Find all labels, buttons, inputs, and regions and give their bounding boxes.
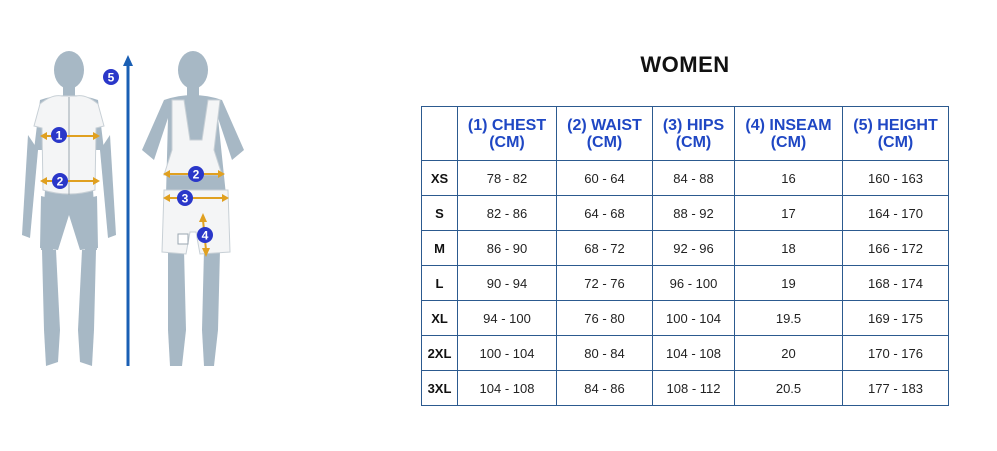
header-waist-label: (2) WAIST	[567, 116, 642, 134]
height-value: 160 - 163	[843, 161, 949, 196]
page-title: WOMEN	[640, 52, 730, 77]
size-label: 2XL	[422, 336, 458, 371]
back-figure	[142, 51, 244, 366]
inseam-value: 16	[735, 161, 843, 196]
header-inseam-label: (4) INSEAM	[745, 116, 832, 134]
table-row	[422, 231, 949, 266]
header-hips	[653, 107, 735, 161]
header-chest-label: (1) CHEST	[467, 116, 547, 134]
table-row	[422, 196, 949, 231]
inseam-value: 18	[735, 231, 843, 266]
size-label: S	[422, 196, 458, 231]
height-value: 169 - 175	[843, 301, 949, 336]
hips-value: 84 - 88	[653, 161, 735, 196]
hips-value: 96 - 100	[653, 266, 735, 301]
chest-value: 100 - 104	[458, 336, 557, 371]
header-hips-label: (3) HIPS	[662, 116, 725, 134]
table-row	[422, 336, 949, 371]
chest-value: 82 - 86	[458, 196, 557, 231]
waist-value: 76 - 80	[557, 301, 653, 336]
marker-3	[177, 190, 193, 206]
inseam-value: 17	[735, 196, 843, 231]
hips-value: 88 - 92	[653, 196, 735, 231]
svg-text:4: 4	[201, 228, 209, 243]
header-corner	[422, 107, 458, 161]
svg-text:5: 5	[107, 70, 115, 85]
svg-text:2: 2	[56, 174, 64, 189]
waist-value: 84 - 86	[557, 371, 653, 406]
height-value: 170 - 176	[843, 336, 949, 371]
body-figures-svg	[0, 0, 300, 446]
chest-value: 78 - 82	[458, 161, 557, 196]
table-header-row	[422, 107, 949, 161]
waist-value: 60 - 64	[557, 161, 653, 196]
header-waist-unit: (CM)	[586, 133, 623, 151]
size-label: M	[422, 231, 458, 266]
marker-5	[103, 69, 119, 85]
hips-value: 92 - 96	[653, 231, 735, 266]
height-arrow	[123, 55, 133, 366]
svg-text:3: 3	[181, 191, 189, 206]
header-hips-unit: (CM)	[675, 133, 712, 151]
marker-4	[197, 227, 213, 243]
chest-value: 86 - 90	[458, 231, 557, 266]
inseam-value: 19.5	[735, 301, 843, 336]
header-height-label: (5) HEIGHT	[853, 116, 938, 134]
chest-value: 104 - 108	[458, 371, 557, 406]
chest-value: 90 - 94	[458, 266, 557, 301]
waist-value: 80 - 84	[557, 336, 653, 371]
measurement-illustration	[0, 0, 300, 446]
chest-value: 94 - 100	[458, 301, 557, 336]
header-chest-unit: (CM)	[489, 133, 525, 151]
header-inseam	[735, 107, 843, 161]
height-value: 166 - 172	[843, 231, 949, 266]
table-row	[422, 371, 949, 406]
size-label: XL	[422, 301, 458, 336]
svg-text:2: 2	[192, 167, 200, 182]
size-chart-table	[421, 106, 949, 406]
size-label: L	[422, 266, 458, 301]
height-value: 164 - 170	[843, 196, 949, 231]
hips-value: 108 - 112	[653, 371, 735, 406]
marker-2-back	[188, 166, 204, 182]
height-value: 177 - 183	[843, 371, 949, 406]
header-inseam-unit: (CM)	[770, 133, 807, 151]
hips-value: 104 - 108	[653, 336, 735, 371]
table-row	[422, 301, 949, 336]
table-row	[422, 161, 949, 196]
front-figure	[22, 51, 116, 366]
size-label: XS	[422, 161, 458, 196]
header-chest	[458, 107, 557, 161]
size-label: 3XL	[422, 371, 458, 406]
waist-value: 72 - 76	[557, 266, 653, 301]
inseam-value: 20.5	[735, 371, 843, 406]
inseam-value: 19	[735, 266, 843, 301]
svg-text:1: 1	[55, 128, 63, 143]
marker-2	[52, 173, 68, 189]
marker-1	[51, 127, 67, 143]
height-value: 168 - 174	[843, 266, 949, 301]
table-row	[422, 266, 949, 301]
waist-value: 68 - 72	[557, 231, 653, 266]
header-height	[843, 107, 949, 161]
header-waist	[557, 107, 653, 161]
inseam-value: 20	[735, 336, 843, 371]
waist-value: 64 - 68	[557, 196, 653, 231]
header-height-unit: (CM)	[877, 133, 914, 151]
hips-value: 100 - 104	[653, 301, 735, 336]
